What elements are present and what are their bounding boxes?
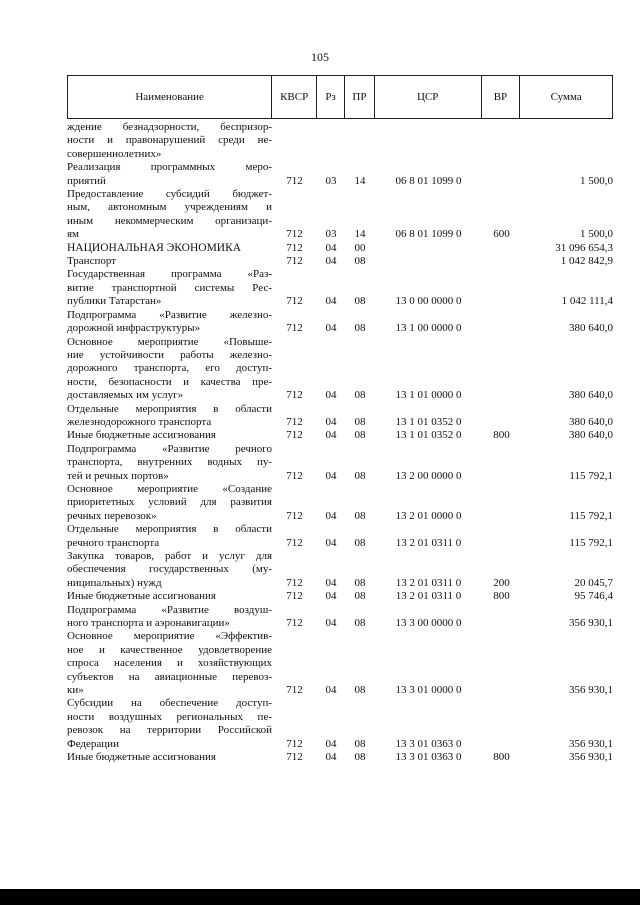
table-row: [67, 697, 613, 751]
row-pr: 08: [354, 389, 366, 402]
row-name-line: ным, автономным учреждениям и: [67, 201, 272, 214]
row-rz: 04: [325, 469, 337, 482]
row-name: [67, 550, 272, 590]
row-kvsr: 712: [286, 429, 303, 442]
table-row: [67, 483, 613, 523]
row-sum: 356 930,1: [569, 617, 613, 630]
row-name-line: ждение безнадзорности, беспризор-: [67, 121, 272, 133]
header-pr: ПР: [345, 76, 375, 118]
row-sum: 115 792,1: [569, 469, 613, 482]
row-rz: 04: [325, 590, 337, 603]
table-row: [67, 751, 613, 764]
row-name-line: транспорта, внутренних водных пу-: [67, 456, 272, 469]
row-name: [67, 697, 272, 751]
row-sum: 356 930,1: [569, 737, 613, 750]
table-row: [67, 590, 613, 603]
row-kvsr: 712: [286, 737, 303, 750]
row-kvsr: 712: [286, 255, 303, 268]
row-sum: 115 792,1: [569, 536, 613, 549]
row-name-line: приятий: [67, 174, 106, 187]
row-name-line: ного транспорта и аэронавигации»: [67, 617, 230, 630]
row-pr: 14: [354, 228, 366, 241]
row-rz: 04: [325, 415, 337, 428]
table-row: [67, 309, 613, 336]
row-sum: 356 930,1: [569, 684, 613, 697]
row-name: [67, 429, 272, 442]
row-kvsr: 712: [286, 590, 303, 603]
row-name-line: Иные бюджетные ассигнования: [67, 429, 216, 442]
row-name-line: ное и качественное удовлетворение: [67, 643, 272, 656]
row-name-line: ниципальных) нужд: [67, 576, 162, 589]
header-vr: ВР: [482, 76, 521, 118]
row-csr: 13 1 01 0000 0: [395, 389, 462, 402]
row-name: [67, 188, 272, 242]
row-vr: 600: [493, 228, 510, 241]
row-name-line: ности, безопасности и качества пре-: [67, 375, 272, 388]
row-vr: 200: [493, 576, 510, 589]
row-rz: 04: [325, 509, 337, 522]
table-row: [67, 429, 613, 442]
row-name-line: иным некоммерческим организаци-: [67, 214, 272, 227]
row-name-line: Реализация программных меро-: [67, 161, 272, 174]
row-kvsr: 712: [286, 241, 303, 254]
row-kvsr: 712: [286, 576, 303, 589]
row-name-line: Транспорт: [67, 255, 117, 268]
row-vr: 800: [493, 590, 510, 603]
row-name-line: Основное мероприятие «Создание: [67, 482, 272, 495]
table-body: [67, 121, 613, 765]
row-name: [67, 443, 272, 483]
row-name-line: речного транспорта: [67, 536, 160, 549]
row-pr: 00: [354, 241, 366, 254]
row-name: [67, 751, 272, 764]
row-name-line: обеспечения государственных (му-: [67, 563, 272, 576]
row-csr: 06 8 01 1099 0: [395, 228, 462, 241]
table-row: [67, 268, 613, 308]
row-sum: 380 640,0: [569, 322, 613, 335]
row-vr: 800: [493, 429, 510, 442]
row-csr: 13 2 01 0311 0: [395, 576, 462, 589]
row-rz: 04: [325, 576, 337, 589]
table-row: [67, 443, 613, 483]
row-name-line: витие транспортной системы Рес-: [67, 281, 272, 294]
table-row: [67, 630, 613, 697]
row-csr: 06 8 01 1099 0: [395, 174, 462, 187]
row-name-line: ревозок на территории Российской: [67, 724, 272, 737]
row-pr: 14: [354, 174, 366, 187]
table-header: [67, 75, 613, 119]
row-name-line: Основное мероприятие «Эффектив-: [67, 630, 272, 643]
row-csr: 13 3 01 0363 0: [395, 737, 462, 750]
row-csr: 13 2 01 0311 0: [395, 536, 462, 549]
row-csr: 13 2 01 0311 0: [395, 590, 462, 603]
row-name: [67, 161, 272, 188]
row-rz: 04: [325, 684, 337, 697]
row-vr: 800: [493, 751, 510, 764]
row-csr: 13 1 01 0352 0: [395, 415, 462, 428]
row-name-line: ности и правонарушений среди не-: [67, 134, 272, 147]
table-row: [67, 188, 613, 242]
row-name: [67, 604, 272, 631]
row-name-line: Подпрограмма «Развитие железно-: [67, 308, 272, 321]
row-sum: 95 746,4: [574, 590, 613, 603]
table-row: [67, 336, 613, 403]
row-name-line: публики Татарстан»: [67, 295, 162, 308]
row-kvsr: 712: [286, 751, 303, 764]
row-csr: 13 2 01 0000 0: [395, 509, 462, 522]
row-pr: 08: [354, 590, 366, 603]
row-name-line: тей и речных портов»: [67, 469, 169, 482]
row-pr: 08: [354, 751, 366, 764]
table-row: [67, 121, 613, 161]
row-rz: 03: [325, 228, 337, 241]
row-sum: 20 045,7: [574, 576, 613, 589]
row-name-line: доставляемых им услуг»: [67, 389, 184, 402]
header-csr: ЦСР: [375, 76, 482, 118]
row-name-line: железнодорожного транспорта: [67, 415, 212, 428]
row-name-line: Федерации: [67, 737, 119, 750]
table-row: [67, 255, 613, 268]
row-sum: 1 042 842,9: [560, 255, 613, 268]
row-kvsr: 712: [286, 684, 303, 697]
row-name-line: Иные бюджетные ассигнования: [67, 751, 216, 764]
row-kvsr: 712: [286, 509, 303, 522]
row-pr: 08: [354, 536, 366, 549]
row-sum: 115 792,1: [569, 509, 613, 522]
table-row: [67, 604, 613, 631]
row-pr: 08: [354, 415, 366, 428]
row-sum: 380 640,0: [569, 415, 613, 428]
row-name-line: ности воздушных региональных пе-: [67, 710, 272, 723]
row-name: [67, 309, 272, 336]
row-name-line: Закупка товаров, работ и услуг для: [67, 550, 272, 562]
row-name-line: ки»: [67, 684, 84, 697]
row-kvsr: 712: [286, 469, 303, 482]
scan-edge: [0, 889, 640, 905]
header-kvsr: КВСР: [272, 76, 317, 118]
table-row: [67, 161, 613, 188]
row-kvsr: 712: [286, 322, 303, 335]
row-pr: 08: [354, 509, 366, 522]
row-sum: 31 096 654,3: [555, 241, 613, 254]
row-sum: 1 500,0: [580, 228, 613, 241]
table-row: [67, 550, 613, 590]
row-kvsr: 712: [286, 536, 303, 549]
row-pr: 08: [354, 322, 366, 335]
row-rz: 04: [325, 536, 337, 549]
header-sum: Сумма: [550, 91, 582, 103]
row-name-line: Иные бюджетные ассигнования: [67, 590, 216, 603]
row-name-line: дорожной инфраструктуры»: [67, 322, 201, 335]
row-kvsr: 712: [286, 228, 303, 241]
row-csr: 13 3 00 0000 0: [395, 617, 462, 630]
row-rz: 04: [325, 295, 337, 308]
row-name: [67, 483, 272, 523]
row-name-line: Подпрограмма «Развитие воздуш-: [67, 603, 272, 616]
row-csr: 13 1 01 0352 0: [395, 429, 462, 442]
table-row: [67, 523, 613, 550]
row-sum: 1 500,0: [580, 174, 613, 187]
row-sum: 380 640,0: [569, 429, 613, 442]
row-rz: 04: [325, 617, 337, 630]
row-rz: 04: [325, 429, 337, 442]
row-rz: 04: [325, 737, 337, 750]
row-pr: 08: [354, 255, 366, 268]
row-csr: 13 1 00 0000 0: [395, 322, 462, 335]
row-rz: 04: [325, 751, 337, 764]
row-rz: 04: [325, 389, 337, 402]
row-name: [67, 403, 272, 430]
page-number: 105: [311, 50, 329, 64]
row-name-line: ние устойчивости работы железно-: [67, 348, 272, 361]
row-pr: 08: [354, 737, 366, 750]
row-rz: 04: [325, 255, 337, 268]
row-pr: 08: [354, 429, 366, 442]
row-pr: 08: [354, 469, 366, 482]
row-name: [67, 523, 272, 550]
row-sum: 380 640,0: [569, 389, 613, 402]
row-name-line: приоритетных условий для развития: [67, 496, 272, 509]
row-name-line: субъектов на авиационные перевоз-: [67, 670, 272, 683]
row-name: [67, 268, 272, 308]
header-rz: Рз: [317, 76, 345, 118]
row-pr: 08: [354, 576, 366, 589]
row-rz: 04: [325, 322, 337, 335]
row-name-line: Государственная программа «Раз-: [67, 268, 272, 281]
row-name-line: ям: [67, 228, 80, 241]
row-name-line: НАЦИОНАЛЬНАЯ ЭКОНОМИКА: [67, 241, 242, 254]
row-name-line: дорожного транспорта, его доступ-: [67, 362, 272, 375]
row-sum: 356 930,1: [569, 751, 613, 764]
row-name: [67, 590, 272, 603]
row-pr: 08: [354, 295, 366, 308]
row-pr: 08: [354, 617, 366, 630]
row-name-line: речных перевозок»: [67, 509, 157, 522]
table-row: [67, 242, 613, 255]
row-name-line: Предоставление субсидий бюджет-: [67, 188, 272, 201]
row-csr: 13 3 01 0000 0: [395, 684, 462, 697]
row-csr: 13 3 01 0363 0: [395, 751, 462, 764]
row-sum: 1 042 111,4: [561, 295, 613, 308]
header-name: Наименование: [68, 76, 272, 118]
row-csr: 13 2 00 0000 0: [395, 469, 462, 482]
row-kvsr: 712: [286, 174, 303, 187]
row-pr: 08: [354, 684, 366, 697]
row-name-line: Отдельные мероприятия в области: [67, 402, 272, 415]
row-kvsr: 712: [286, 295, 303, 308]
row-name: [67, 242, 272, 255]
row-name: [67, 255, 272, 268]
row-name: [67, 336, 272, 403]
row-kvsr: 712: [286, 617, 303, 630]
row-name-line: Отдельные мероприятия в области: [67, 523, 272, 536]
row-name: [67, 121, 272, 161]
row-rz: 04: [325, 241, 337, 254]
row-csr: 13 0 00 0000 0: [395, 295, 462, 308]
row-name-line: Подпрограмма «Развитие речного: [67, 442, 272, 455]
row-kvsr: 712: [286, 415, 303, 428]
row-name-line: Основное мероприятие «Повыше-: [67, 335, 272, 348]
row-kvsr: 712: [286, 389, 303, 402]
table-row: [67, 403, 613, 430]
row-name-line: Субсидии на обеспечение доступ-: [67, 697, 272, 710]
row-rz: 03: [325, 174, 337, 187]
row-name-line: спроса населения и хозяйствующих: [67, 657, 272, 670]
row-name: [67, 630, 272, 697]
row-name-line: совершеннолетних»: [67, 147, 162, 160]
